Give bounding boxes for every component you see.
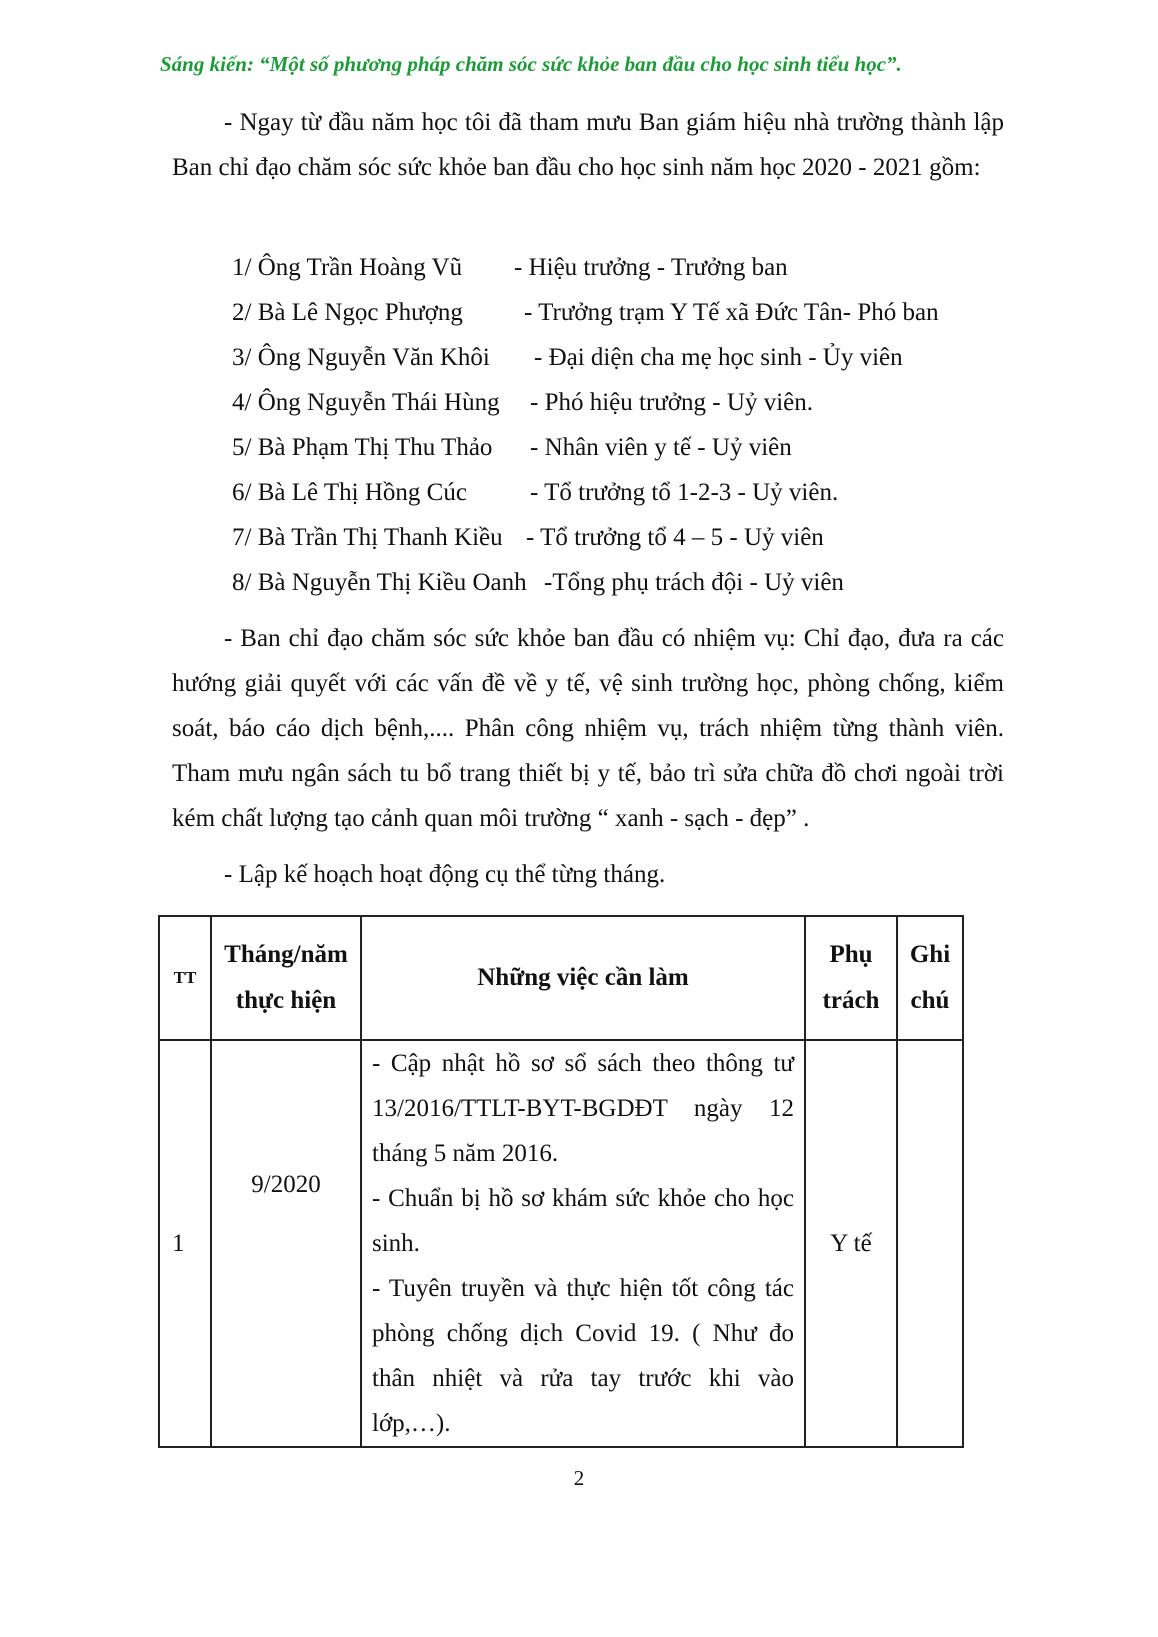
- row-tasks: [361, 1040, 805, 1447]
- member-name: 4/ Ông Nguyễn Thái Hùng: [232, 389, 500, 416]
- header-note: [897, 916, 963, 1040]
- plan-intro-text: - Lập kế hoạch hoạt động cụ thể từng tháng.: [224, 861, 666, 888]
- plan-intro-paragraph: [172, 852, 1004, 897]
- header-tasks: Những việc cần làm: [361, 916, 805, 1040]
- table-row: [159, 1040, 963, 1447]
- member-item: [232, 335, 939, 380]
- monthly-plan-table: [158, 915, 964, 1448]
- task-item: - Chuẩn bị hồ sơ khám sức khỏe cho học sinh.: [372, 1185, 794, 1257]
- member-item: [232, 245, 939, 290]
- document-header: Sáng kiến: “Một số phương pháp chăm sóc sức khỏe ban đầu cho học sinh tiểu học”.: [160, 52, 902, 76]
- member-item: [232, 470, 939, 515]
- committee-member-list: [232, 245, 939, 605]
- task-item: - Tuyên truyền và thực hiện tốt công tác phòng chống dịch Covid 19. ( Như đo thân nhiệt và rửa tay trước khi vào lớp,…).: [372, 1275, 794, 1437]
- header-note-line2: chú: [910, 987, 950, 1014]
- row-tt: 1: [159, 1040, 211, 1447]
- member-role: - Nhân viên y tế - Uỷ viên: [530, 434, 792, 461]
- member-item: [232, 380, 939, 425]
- member-role: - Tổ trưởng tổ 1-2-3 - Uỷ viên.: [530, 479, 839, 506]
- member-role: - Trưởng trạm Y Tế xã Đức Tân- Phó ban: [524, 299, 939, 326]
- page-number: 2: [573, 1466, 585, 1490]
- duties-paragraph: [172, 616, 1004, 841]
- header-owner-line1: Phụ: [829, 941, 873, 968]
- task-item: - Cập nhật hồ sơ sổ sách theo thông tư 13/2016/TTLT-BYT-BGDĐT ngày 12 tháng 5 năm 2016.: [372, 1050, 794, 1167]
- row-month: 9/2020: [211, 1040, 361, 1447]
- header-note-line1: Ghi: [909, 941, 951, 968]
- intro-paragraph: [172, 100, 1004, 190]
- member-role: - Tổ trưởng tổ 4 – 5 - Uỷ viên: [526, 524, 824, 551]
- member-item: [232, 425, 939, 470]
- intro-text: - Ngay từ đầu năm học tôi đã tham mưu Ban giám hiệu nhà trường thành lập Ban chỉ đạo chăm sóc sức khỏe ban đầu cho học sinh năm học 2020 - 2021 gồm:: [172, 109, 1004, 181]
- member-name: 1/ Ông Trần Hoàng Vũ: [232, 254, 463, 281]
- member-role: -Tổng phụ trách đội - Uỷ viên: [544, 569, 844, 596]
- header-tt: TT: [159, 916, 211, 1040]
- member-role: - Phó hiệu trưởng - Uỷ viên.: [530, 389, 813, 416]
- member-name: 5/ Bà Phạm Thị Thu Thảo: [232, 434, 493, 461]
- member-name: 7/ Bà Trần Thị Thanh Kiều: [232, 524, 503, 551]
- header-month-line1: Tháng/năm: [224, 941, 348, 968]
- member-name: 3/ Ông Nguyễn Văn Khôi: [232, 344, 490, 371]
- member-role: - Đại diện cha mẹ học sinh - Ủy viên: [534, 344, 903, 371]
- member-item: [232, 560, 939, 605]
- table-header-row: [159, 916, 963, 1040]
- member-item: [232, 290, 939, 335]
- member-name: 8/ Bà Nguyễn Thị Kiều Oanh: [232, 569, 527, 596]
- header-owner-line2: trách: [822, 987, 880, 1014]
- member-name: 6/ Bà Lê Thị Hồng Cúc: [232, 479, 467, 506]
- header-owner: [805, 916, 897, 1040]
- header-month: [211, 916, 361, 1040]
- duties-text: - Ban chỉ đạo chăm sóc sức khỏe ban đầu có nhiệm vụ: Chỉ đạo, đưa ra các hướng giải quyết với các vấn đề về y tế, vệ sinh trường học, phòng chống, kiểm soát, báo cáo dịch bệnh,.... Phân công nhiệm vụ, trách nhiệm từng thành viên. Tham mưu ngân sách tu bổ trang thiết bị y tế, bảo trì sửa chữa đồ chơi ngoài trời kém chất lượng tạo cảnh quan môi trường “ xanh - sạch - đẹp” .: [172, 625, 1004, 832]
- member-name: 2/ Bà Lê Ngọc Phượng: [232, 299, 463, 326]
- row-owner: Y tế: [805, 1040, 897, 1447]
- member-item: [232, 515, 939, 560]
- member-role: - Hiệu trưởng - Trưởng ban: [514, 254, 788, 281]
- row-note: [897, 1040, 963, 1447]
- header-month-line2: thực hiện: [235, 987, 337, 1014]
